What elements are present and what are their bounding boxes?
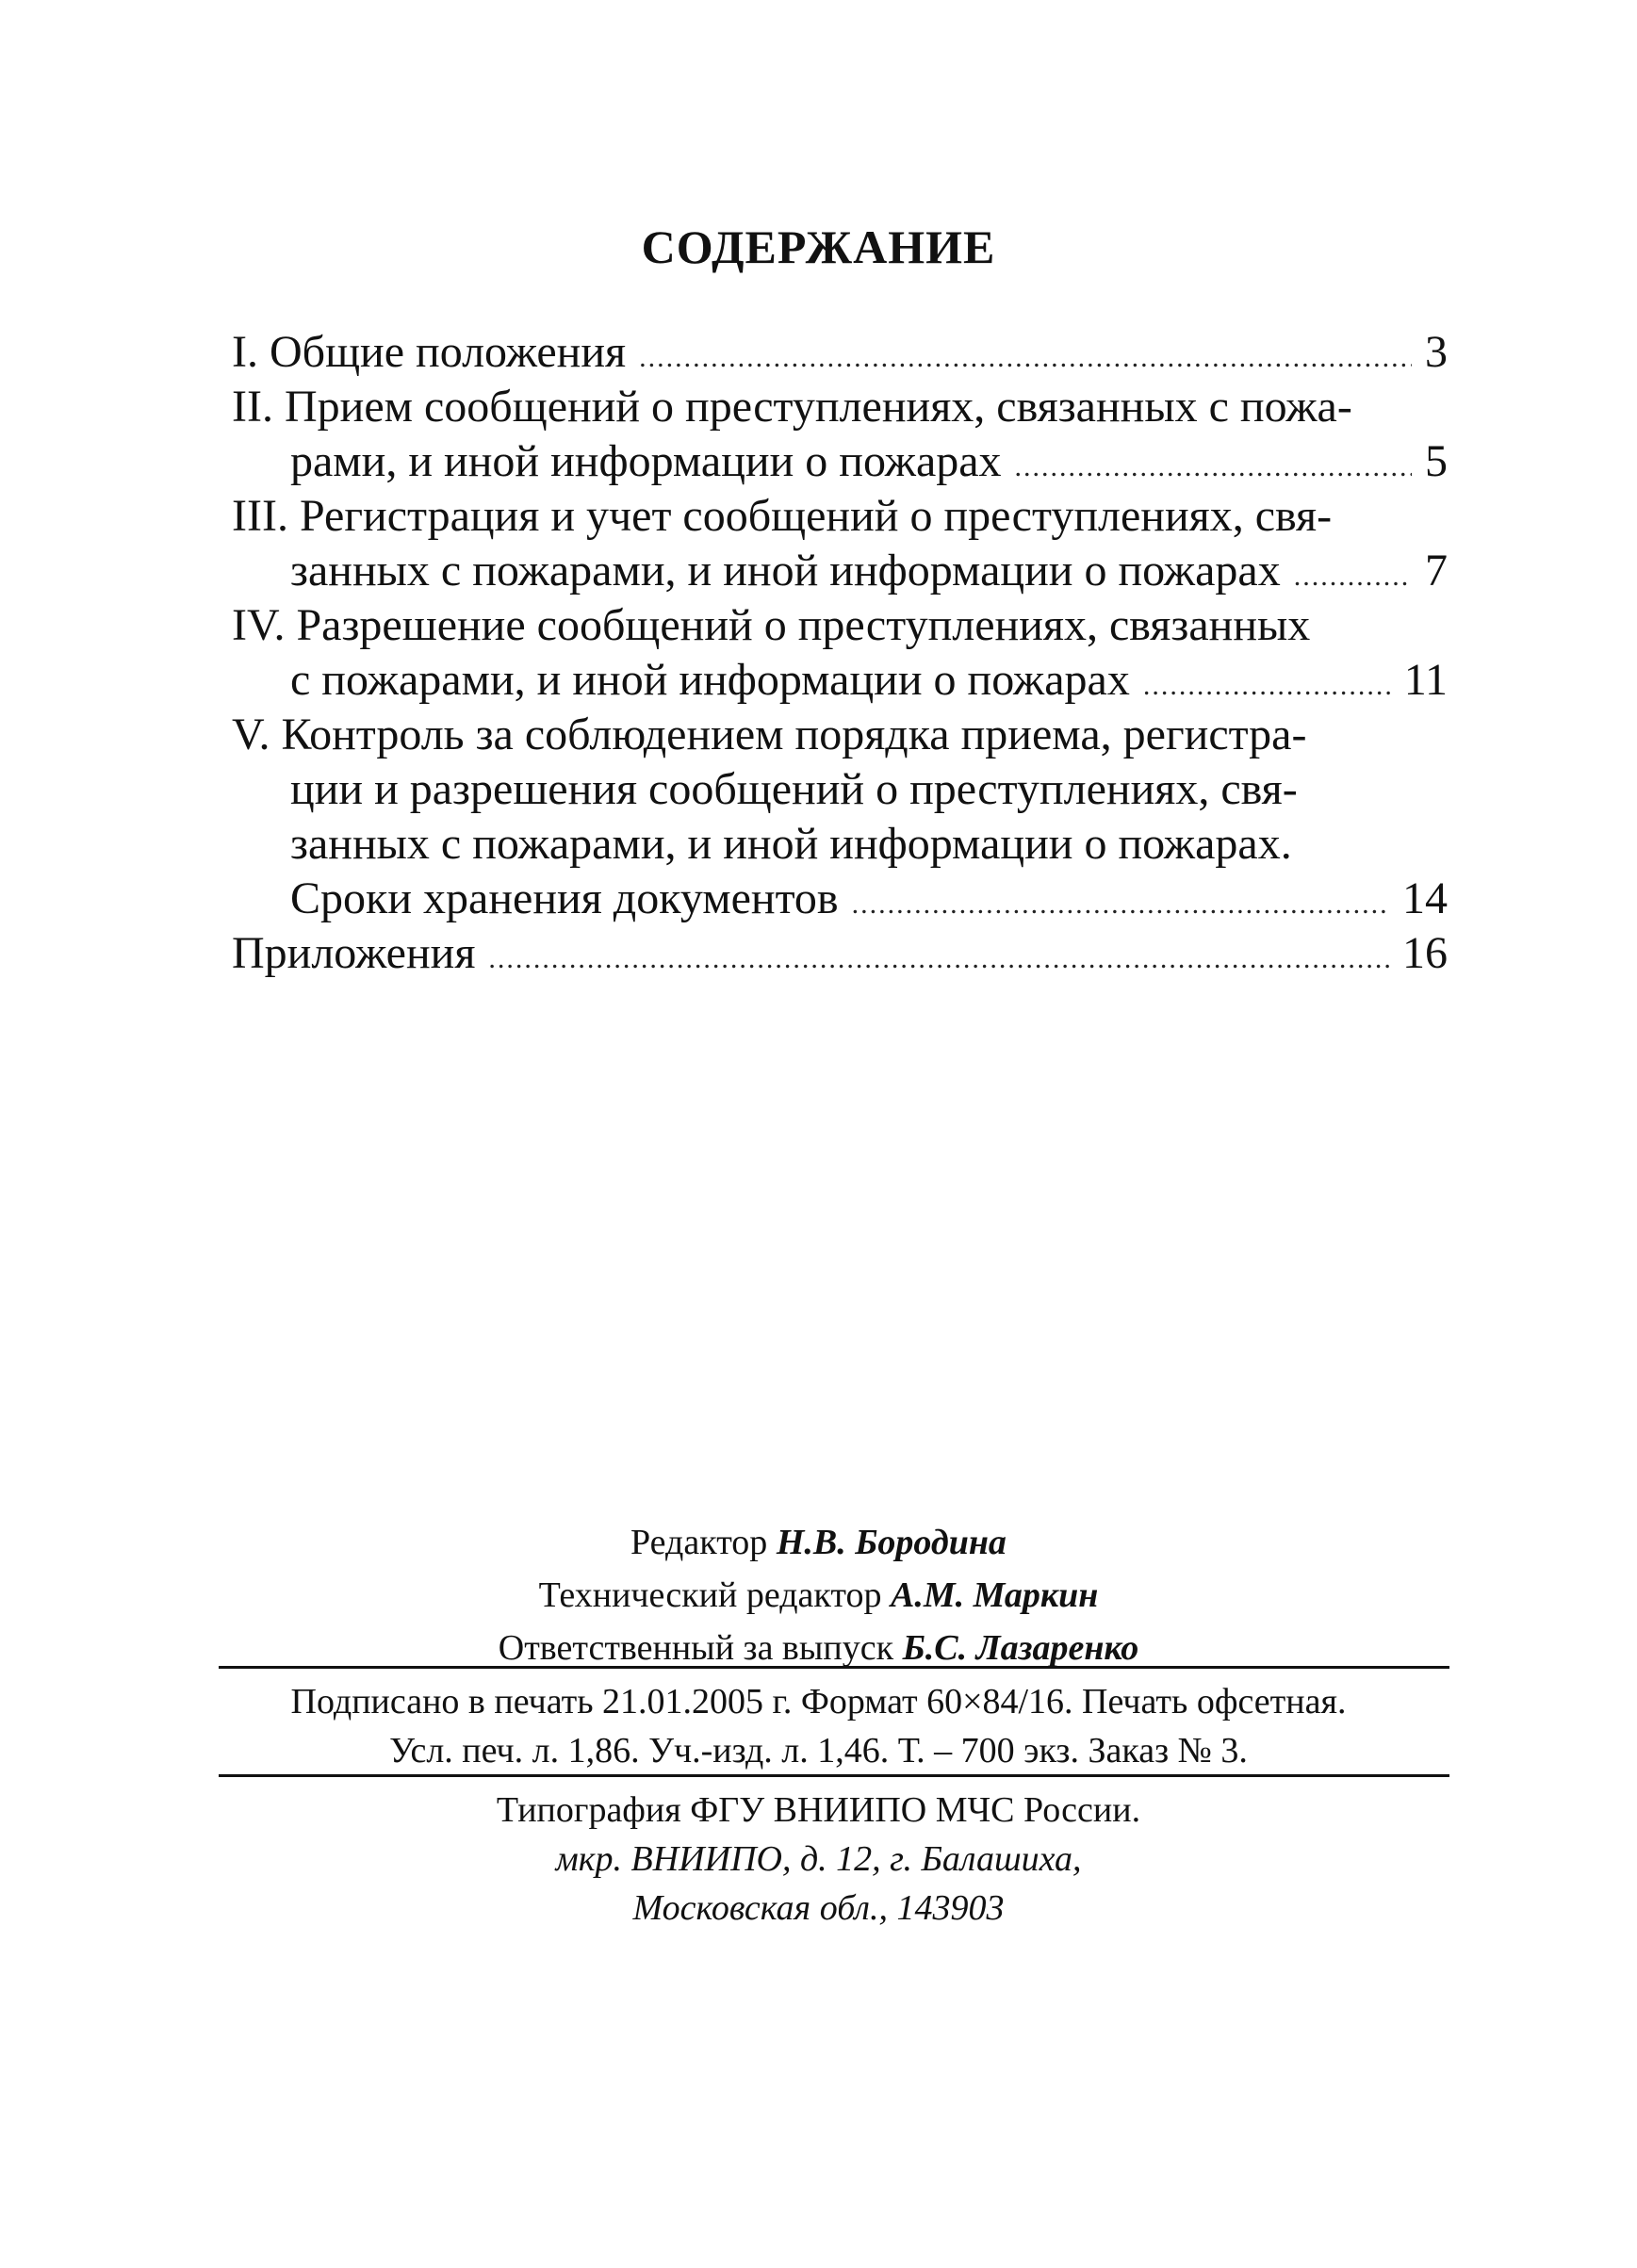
toc-entry-text: III. Регистрация и учет сообщений о преступлениях, свя- [232,491,1333,541]
toc-entry-2 [232,380,1448,434]
printer-address: Московская обл., 143903 [632,1888,1005,1928]
toc-leader-dots [488,932,1389,987]
publication-info [0,1677,1637,1775]
page-title: СОДЕРЖАНИЕ [641,220,996,273]
toc-entry-5-cont [232,762,1448,817]
toc-page-number: 16 [1402,928,1448,978]
credit-role: Ответственный за выпуск [498,1628,894,1668]
toc-leader-dots [1015,440,1412,495]
toc-entry-text: I. Общие положения [232,327,627,377]
toc-leader-dots [639,331,1412,385]
toc-page-number: 11 [1403,655,1448,705]
toc-entry-text: с пожарами, и иной информации о пожарах [290,655,1130,705]
toc-entry-text: Приложения [232,928,476,978]
credit-person: А.М. Маркин [890,1575,1099,1615]
toc-entry-5-cont [232,817,1448,872]
toc-entry-text: IV. Разрешение сообщений о преступлениях, связанных [232,600,1311,650]
toc-entry-3-cont [232,544,1448,598]
printer-address: мкр. ВНИИПО, д. 12, г. Балашиха, [555,1839,1082,1879]
toc-leader-dots [1294,549,1412,604]
publication-line: Подписано в печать 21.01.2005 г. Формат 60×84/16. Печать офсетная. [290,1682,1347,1721]
credit-person: Н.В. Бородина [776,1523,1007,1562]
credit-role: Технический редактор [538,1575,882,1615]
toc-entry-text: ции и разрешения сообщений о преступлениях, свя- [290,764,1298,814]
toc-entry-1 [232,325,1448,380]
printer-info [0,1786,1637,1933]
toc-entry-5-cont [232,872,1448,926]
toc-entry-text: V. Контроль за соблюдением порядка приема, регистра- [232,710,1307,759]
credit-role: Редактор [630,1523,768,1562]
toc-entry-2-cont [232,434,1448,489]
credit-tech-editor [0,1569,1637,1622]
table-of-contents [232,325,1448,981]
toc-entry-text: занных с пожарами, и иной информации о пожарах. [290,819,1292,869]
credit-person: Б.С. Лазаренко [902,1628,1139,1668]
toc-page-number: 7 [1425,546,1448,596]
toc-entry-text: занных с пожарами, и иной информации о пожарах [290,546,1281,596]
toc-entry-text: Сроки хранения документов [290,873,839,923]
toc-page-number: 5 [1425,436,1448,486]
publication-line: Усл. печ. л. 1,86. Уч.-изд. л. 1,46. Т. – 700 экз. Заказ № 3. [389,1731,1248,1770]
credit-editor [0,1516,1637,1569]
toc-leader-dots [1143,659,1391,713]
credits-block [0,1516,1637,1674]
toc-page-number: 14 [1402,873,1448,923]
toc-entry-5 [232,708,1448,762]
toc-entry-4 [232,598,1448,653]
toc-page-number: 3 [1425,327,1448,377]
divider-bottom [219,1774,1449,1777]
toc-entry-6 [232,926,1448,981]
divider-top [219,1666,1449,1669]
printer-name: Типография ФГУ ВНИИПО МЧС России. [496,1790,1141,1830]
toc-entry-3 [232,489,1448,544]
toc-entry-text: II. Прием сообщений о преступлениях, связанных с пожа- [232,382,1352,432]
toc-entry-text: рами, и иной информации о пожарах [290,436,1002,486]
toc-leader-dots [852,877,1389,932]
toc-entry-4-cont [232,653,1448,708]
